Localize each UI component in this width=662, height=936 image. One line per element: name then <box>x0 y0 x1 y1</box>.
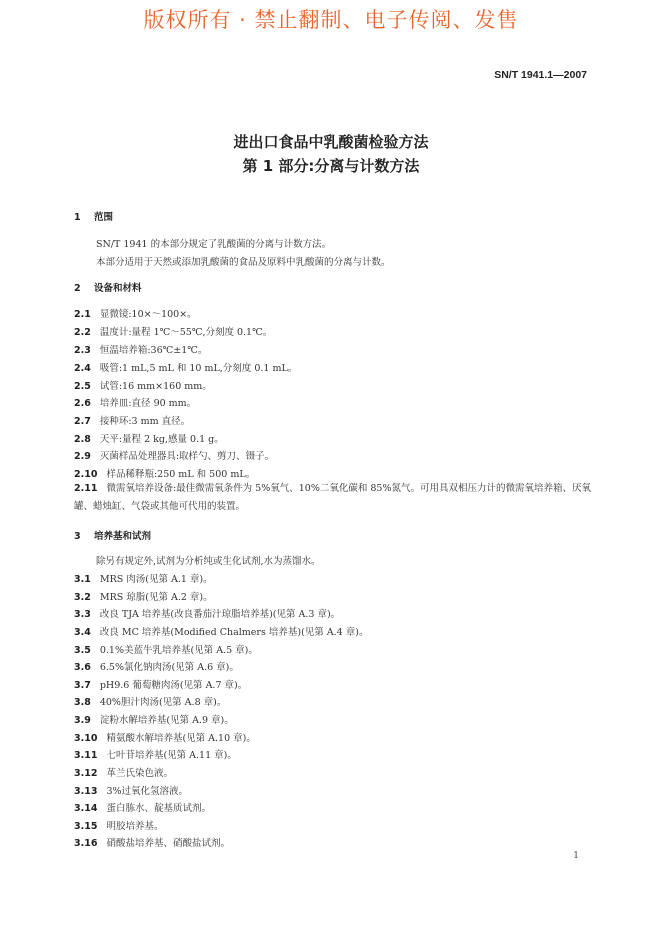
section-number: 3 <box>74 531 81 542</box>
item-text: 培养皿:直径 90 mm。 <box>99 398 197 409</box>
item-text: 革兰氏染色液。 <box>106 768 173 779</box>
item-text: MRS 肉汤(见第 A.1 章)。 <box>99 574 213 585</box>
item-number: 3.12 <box>74 768 98 779</box>
item-number: 3.3 <box>74 609 91 620</box>
item-number: 2.10 <box>74 469 98 480</box>
item-text: 40%胆汁肉汤(见第 A.8 章)。 <box>99 697 227 708</box>
item-text: 3%过氧化氢溶液。 <box>106 786 189 797</box>
item-text: 七叶苷培养基(见第 A.11 章)。 <box>106 750 237 761</box>
list-item <box>74 448 274 462</box>
item-text: pH9.6 葡萄糖肉汤(见第 A.7 章)。 <box>99 680 248 691</box>
list-item <box>74 431 224 445</box>
list-item <box>74 835 230 849</box>
item-number: 2.11 <box>74 483 98 494</box>
item-number: 2.9 <box>74 451 91 462</box>
list-item <box>74 589 213 603</box>
item-text: 0.1%美蓝牛乳培养基(见第 A.5 章)。 <box>99 645 258 656</box>
list-item <box>74 747 237 761</box>
list-item <box>74 466 255 480</box>
item-number: 2.8 <box>74 434 91 445</box>
list-item <box>74 730 256 744</box>
section-1-heading <box>74 209 113 223</box>
list-item <box>74 800 211 814</box>
section-title: 培养基和试剂 <box>94 531 152 542</box>
item-text: MRS 琼脂(见第 A.2 章)。 <box>99 592 213 603</box>
list-item <box>74 677 247 691</box>
item-text: 硝酸盐培养基、硝酸盐试剂。 <box>106 838 230 849</box>
list-item <box>74 694 226 708</box>
list-item <box>74 765 173 779</box>
item-number: 2.5 <box>74 381 91 392</box>
item-number: 3.14 <box>74 803 98 814</box>
copyright-watermark: 版权所有 · 禁止翻制、电子传阅、发售 <box>143 8 519 32</box>
item-number: 3.11 <box>74 750 98 761</box>
item-number: 2.1 <box>74 309 91 320</box>
item-text: 明胶培养基。 <box>106 821 164 832</box>
list-item <box>74 818 163 832</box>
item-number: 2.6 <box>74 398 91 409</box>
item-text: 蛋白胨水、靛基质试剂。 <box>106 803 211 814</box>
item-text: 精氨酸水解培养基(见第 A.10 章)。 <box>106 733 256 744</box>
section-title: 范围 <box>94 212 114 223</box>
section-number: 2 <box>74 283 81 294</box>
list-item <box>74 413 190 427</box>
item-number: 2.7 <box>74 416 91 427</box>
item-number: 3.15 <box>74 821 98 832</box>
reagent-intro: 除另有规定外,试剂为分析纯或生化试剂,水为蒸馏水。 <box>96 556 321 567</box>
standard-number: SN/T 1941.1—2007 <box>494 69 587 81</box>
list-item <box>74 783 188 797</box>
item-text: 样品稀释瓶:250 mL 和 500 mL。 <box>106 469 256 480</box>
document-subtitle: 第 1 部分:分离与计数方法 <box>242 157 420 175</box>
item-text: 6.5%氯化钠肉汤(见第 A.6 章)。 <box>99 662 239 673</box>
item-number: 3.9 <box>74 715 91 726</box>
item-text: 温度计:量程 1℃～55℃,分刻度 0.1℃。 <box>99 327 273 338</box>
item-number: 3.7 <box>74 680 91 691</box>
item-text: 恒温培养箱:36℃±1℃。 <box>99 345 208 356</box>
item-number: 3.8 <box>74 697 91 708</box>
item-text: 淀粉水解培养基(见第 A.9 章)。 <box>99 715 234 726</box>
list-item <box>74 306 197 320</box>
item-text: 微需氧培养设备:最佳微需氧条件为 5%氧气、10%二氧化碳和 85%氮气。可用具双相压力计的微需氧培养箱、厌氧罐、蜡烛缸、气袋或其他可代用的装置。 <box>74 483 591 512</box>
list-item <box>74 342 207 356</box>
section-3-heading <box>74 528 151 542</box>
list-item <box>74 360 297 374</box>
document-title: 进出口食品中乳酸菌检验方法 <box>233 133 429 151</box>
item-text: 改良 MC 培养基(Modified Chalmers 培养基)(见第 A.4 章)。 <box>99 627 369 638</box>
list-item <box>74 395 196 409</box>
list-item <box>74 571 213 585</box>
item-number: 3.2 <box>74 592 91 603</box>
item-text: 改良 TJA 培养基(改良番茄汁琼脂培养基)(见第 A.3 章)。 <box>99 609 341 620</box>
list-item <box>74 659 239 673</box>
item-number: 2.2 <box>74 327 91 338</box>
item-text: 显微镜:10×～100×。 <box>99 309 197 320</box>
item-text: 天平:量程 2 kg,感量 0.1 g。 <box>99 434 224 445</box>
list-item <box>74 642 258 656</box>
section-2-heading <box>74 280 142 294</box>
item-number: 2.4 <box>74 363 91 374</box>
item-number: 3.1 <box>74 574 91 585</box>
scope-paragraph-1: SN/T 1941 的本部分规定了乳酸菌的分离与计数方法。 <box>96 239 332 250</box>
item-number: 2.3 <box>74 345 91 356</box>
list-item <box>74 712 234 726</box>
page-number: 1 <box>573 851 579 861</box>
list-item <box>74 324 272 338</box>
list-item <box>74 480 594 515</box>
item-number: 3.16 <box>74 838 98 849</box>
item-number: 3.5 <box>74 645 91 656</box>
list-item <box>74 378 212 392</box>
list-item <box>74 624 368 638</box>
item-text: 吸管:1 mL,5 mL 和 10 mL,分刻度 0.1 mL。 <box>99 363 298 374</box>
item-number: 3.10 <box>74 733 98 744</box>
section-title: 设备和材料 <box>94 283 142 294</box>
scope-paragraph-2: 本部分适用于天然或添加乳酸菌的食品及原料中乳酸菌的分离与计数。 <box>96 257 391 268</box>
item-text: 接种环:3 mm 直径。 <box>99 416 191 427</box>
item-number: 3.13 <box>74 786 98 797</box>
item-text: 灭菌样品处理器具:取样勺、剪刀、镊子。 <box>99 451 275 462</box>
item-text: 试管:16 mm×160 mm。 <box>99 381 212 392</box>
item-number: 3.6 <box>74 662 91 673</box>
section-number: 1 <box>74 212 81 223</box>
item-number: 3.4 <box>74 627 91 638</box>
list-item <box>74 606 340 620</box>
